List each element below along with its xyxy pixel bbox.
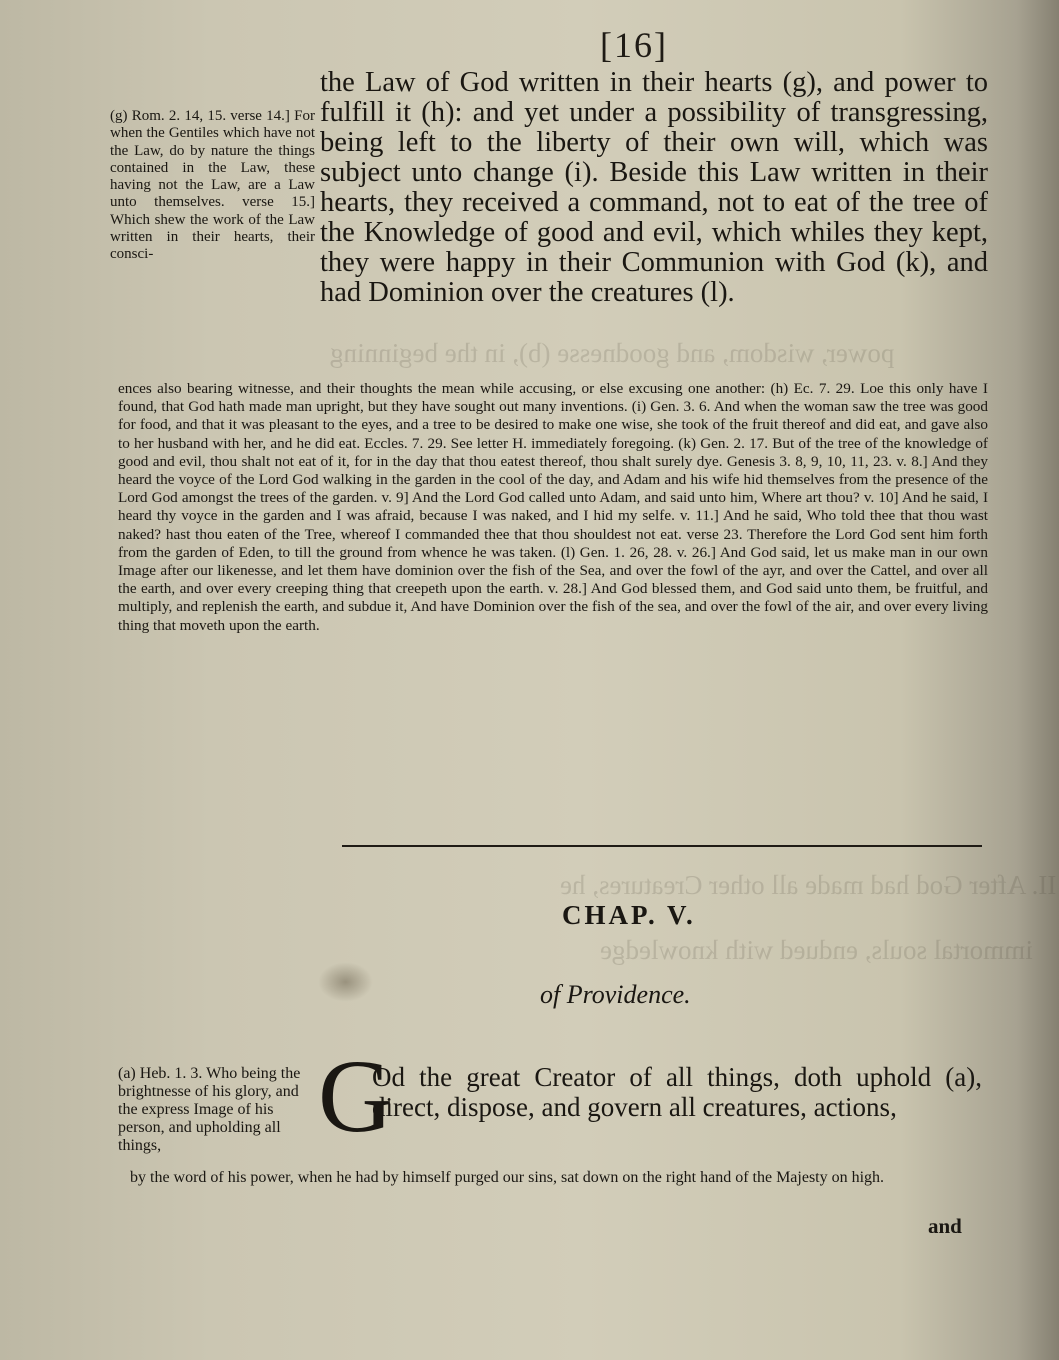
catchword: and: [928, 1214, 962, 1238]
chapter-paragraph: Od the great Creator of all things, doth uphold (a), direct, dispose, and govern all creatures, actions,: [372, 1062, 982, 1122]
show-through-text: immortal souls, endued with knowledge: [600, 935, 1033, 965]
sidenote-g: (g) Rom. 2. 14, 15. verse 14.] For when the Gentiles which have not the Law, do by nature the things contained in the Law, these having not the Law, are a Law unto themselves. verse 15.] Which shew the work of the Law written in their hearts, their consci-: [110, 108, 315, 263]
chapter-title: CHAP. V.: [562, 900, 696, 930]
footnote-continuation: ences also bearing witnesse, and their thoughts the mean while accusing, or else excusing one another: (h) Ec. 7. 29. Loe this only have I found, that God hath made man upright, but they have sought out many inventions. (i) Gen. 3. 6. And when the woman saw the tree was good for food, and that it was pleasant to the eyes, and a tree to be desired to make one wise, she took of the fruit thereof and did eat, and gave also to her husband with her, and he did eat. Eccles. 7. 29. See letter H. immediately foregoing. (k) Gen. 2. 17. But of the tree of the knowledge of good and evil, thou shalt not eat of it, for in the day that thou eatest thereof, thou shalt surely dye. Genesis 3. 8, 9, 10, 11, 23. v. 8.] And they heard the voyce of the Lord God walking in the garden in the cool of the day, and Adam and his wife hid themselves from the presence of the Lord God amongst the trees of the garden. v. 9] And the Lord God called unto Adam, and said unto him, Where art thou? v. 10] And he said, I heard thy voyce in the garden and I was afraid, because I was naked, and I hid my selfe. v. 11.] And he said, Who told thee that thou wast naked? hast thou eaten of the Tree, whereof I commanded thee that thou shouldest not eat. verse 23. Therefore the Lord God sent him forth from the garden of Eden, to till the ground from whence he was taken. (l) Gen. 1. 26, 28. v. 26.] And God said, let us make man in our own Image after our likenesse, and let them have dominion over the fish of the Sea, and over the fowl of the ayr, and over the Cattel, and over all the earth, and over every creeping thing that creepeth upon the earth. v. 28.] And God blessed them, and God said unto them, be fruitful, and multiply, and replenish the earth, and subdue it, And have Dominion over the fish of the sea, and over the fowl of the air, and over every living thing that moveth upon the earth.: [118, 380, 988, 634]
chapter-subtitle: of Providence.: [540, 980, 691, 1009]
show-through-text: power, wisdom, and goodnesse (b), in the beginning: [330, 338, 895, 368]
chapter-divider: [342, 845, 982, 847]
main-paragraph-block: [320, 68, 988, 308]
main-paragraph: the Law of God written in their hearts (g), and power to fulfill it (h): and yet under a possibility of transgressing, being left to the liberty of their own will, which was subject unto change (i). Beside this Law written in their hearts, they received a command, not to eat of the tree of the Knowledge of good and evil, which whiles they kept, they were happy in their Communion with God (k), and had Dominion over the creatures (l).: [320, 67, 988, 308]
sidenote-a: (a) Heb. 1. 3. Who being the brightnesse of his glory, and the express Image of his person, and upholding all things,: [118, 1065, 301, 1154]
paper-stain: [318, 962, 373, 1002]
sidenote-a-continuation: by the word of his power, when he had by himself purged our sins, sat down on the right hand of the Majesty on high.: [130, 1169, 885, 1186]
show-through-text: II. After God had made all other Creatures, he: [560, 870, 1057, 900]
drop-cap: G: [318, 1039, 394, 1154]
page-number: [16]: [600, 25, 668, 65]
